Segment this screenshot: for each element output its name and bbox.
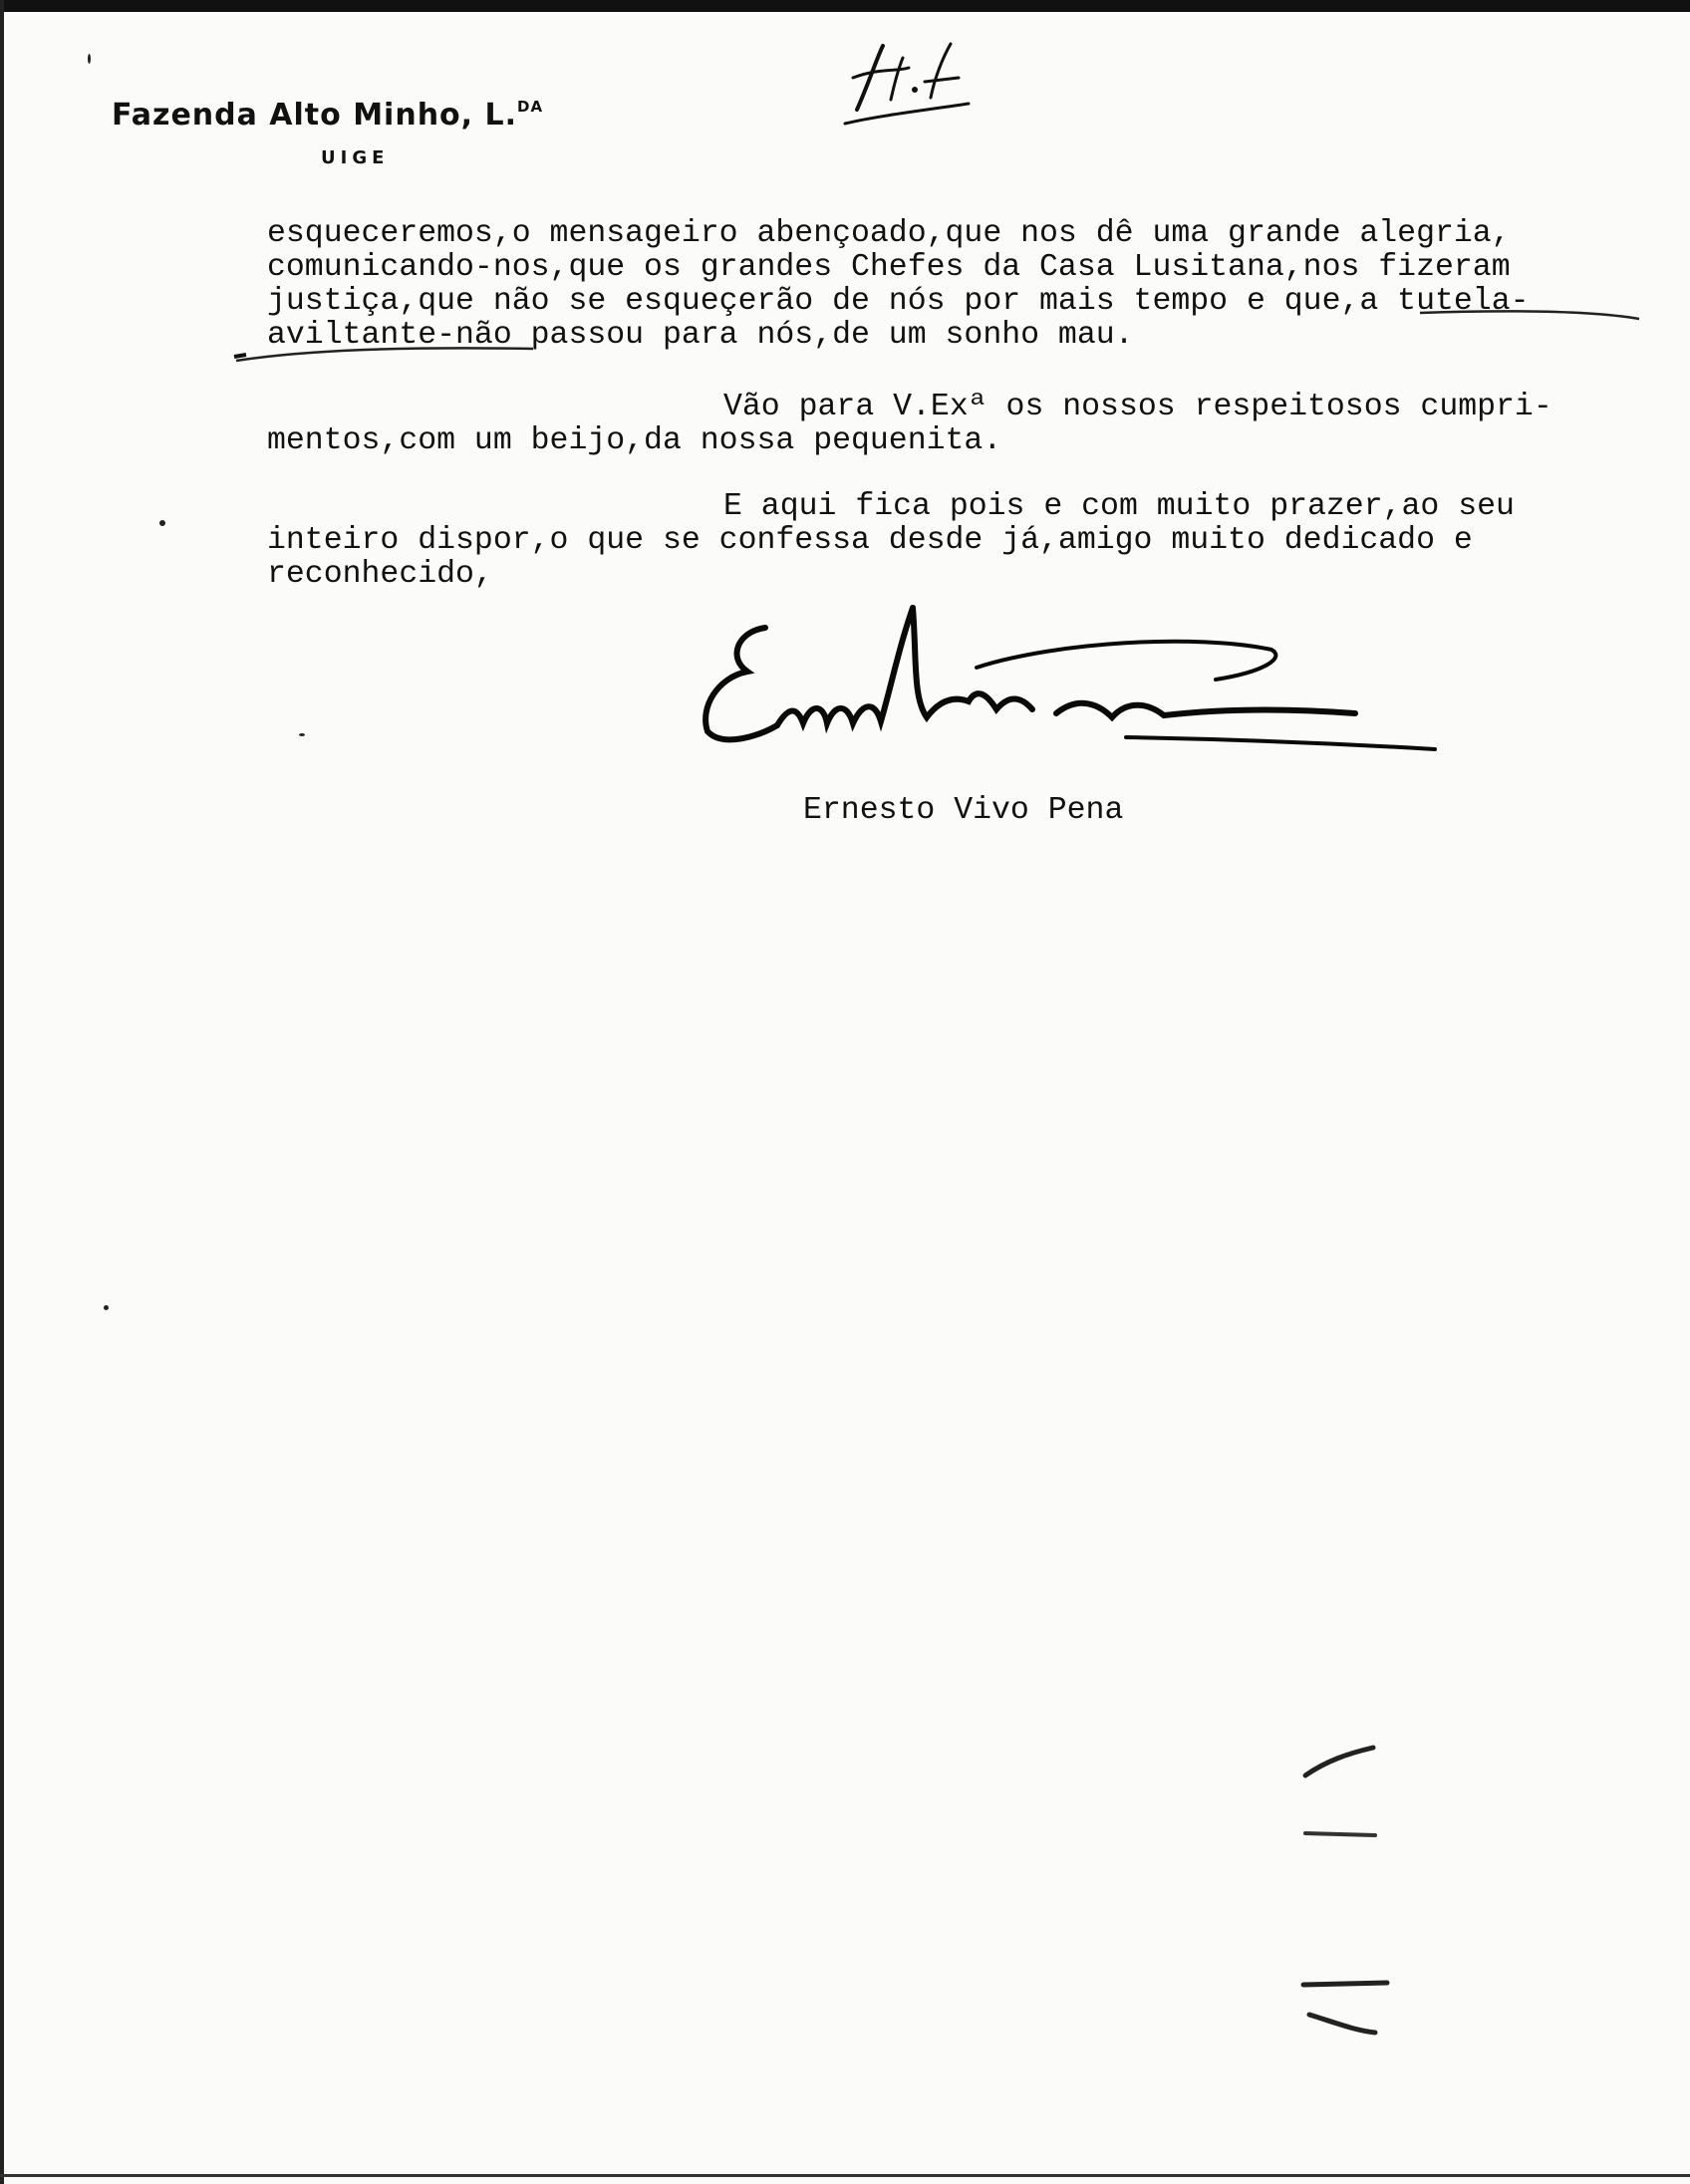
text-line: esqueceremos,o mensageiro abençoado,que nos dê uma grande alegria, xyxy=(267,216,1511,251)
folio-handwritten-mark xyxy=(839,38,988,137)
company-suffix: DA xyxy=(517,98,544,116)
text-line: justiça,que não se esqueçerão de nós por mais tempo e que,a tutela- xyxy=(267,284,1530,319)
paper-speck xyxy=(104,1305,109,1310)
ink-smudges xyxy=(1295,1734,1405,2062)
handwritten-signature xyxy=(678,598,1495,787)
page-top-edge xyxy=(0,0,1690,12)
letterhead-location: UIGE xyxy=(321,147,390,168)
text-line: inteiro dispor,o que se confessa desde já,amigo muito dedicado e xyxy=(267,523,1473,558)
paper-speck xyxy=(159,520,165,526)
company-name: Fazenda Alto Minho, L. xyxy=(112,98,518,133)
paragraph-2 xyxy=(267,391,1552,458)
paper-speck xyxy=(88,54,91,64)
printed-signatory-name: Ernesto Vivo Pena xyxy=(803,793,1124,828)
paper-speck xyxy=(299,733,305,736)
page-bottom-edge xyxy=(0,2174,1690,2177)
text-line: E aqui fica pois e com muito prazer,ao seu xyxy=(723,489,1515,524)
text-line: Vão para V.Exª os nossos respeitosos cumpri- xyxy=(723,390,1552,424)
text-line: mentos,com um beijo,da nossa pequenita. xyxy=(267,423,1002,458)
text-line: comunicando-nos,que os grandes Chefes da Casa Lusitana,nos fizeram xyxy=(267,250,1511,285)
paragraph-1 xyxy=(267,217,1530,353)
text-line: reconhecido, xyxy=(267,557,493,592)
text-line: aviltante-não passou para nós,de um sonho mau. xyxy=(267,318,1134,353)
page-left-edge xyxy=(0,0,4,2184)
paragraph-3 xyxy=(267,490,1515,592)
letterhead-company xyxy=(112,98,543,133)
